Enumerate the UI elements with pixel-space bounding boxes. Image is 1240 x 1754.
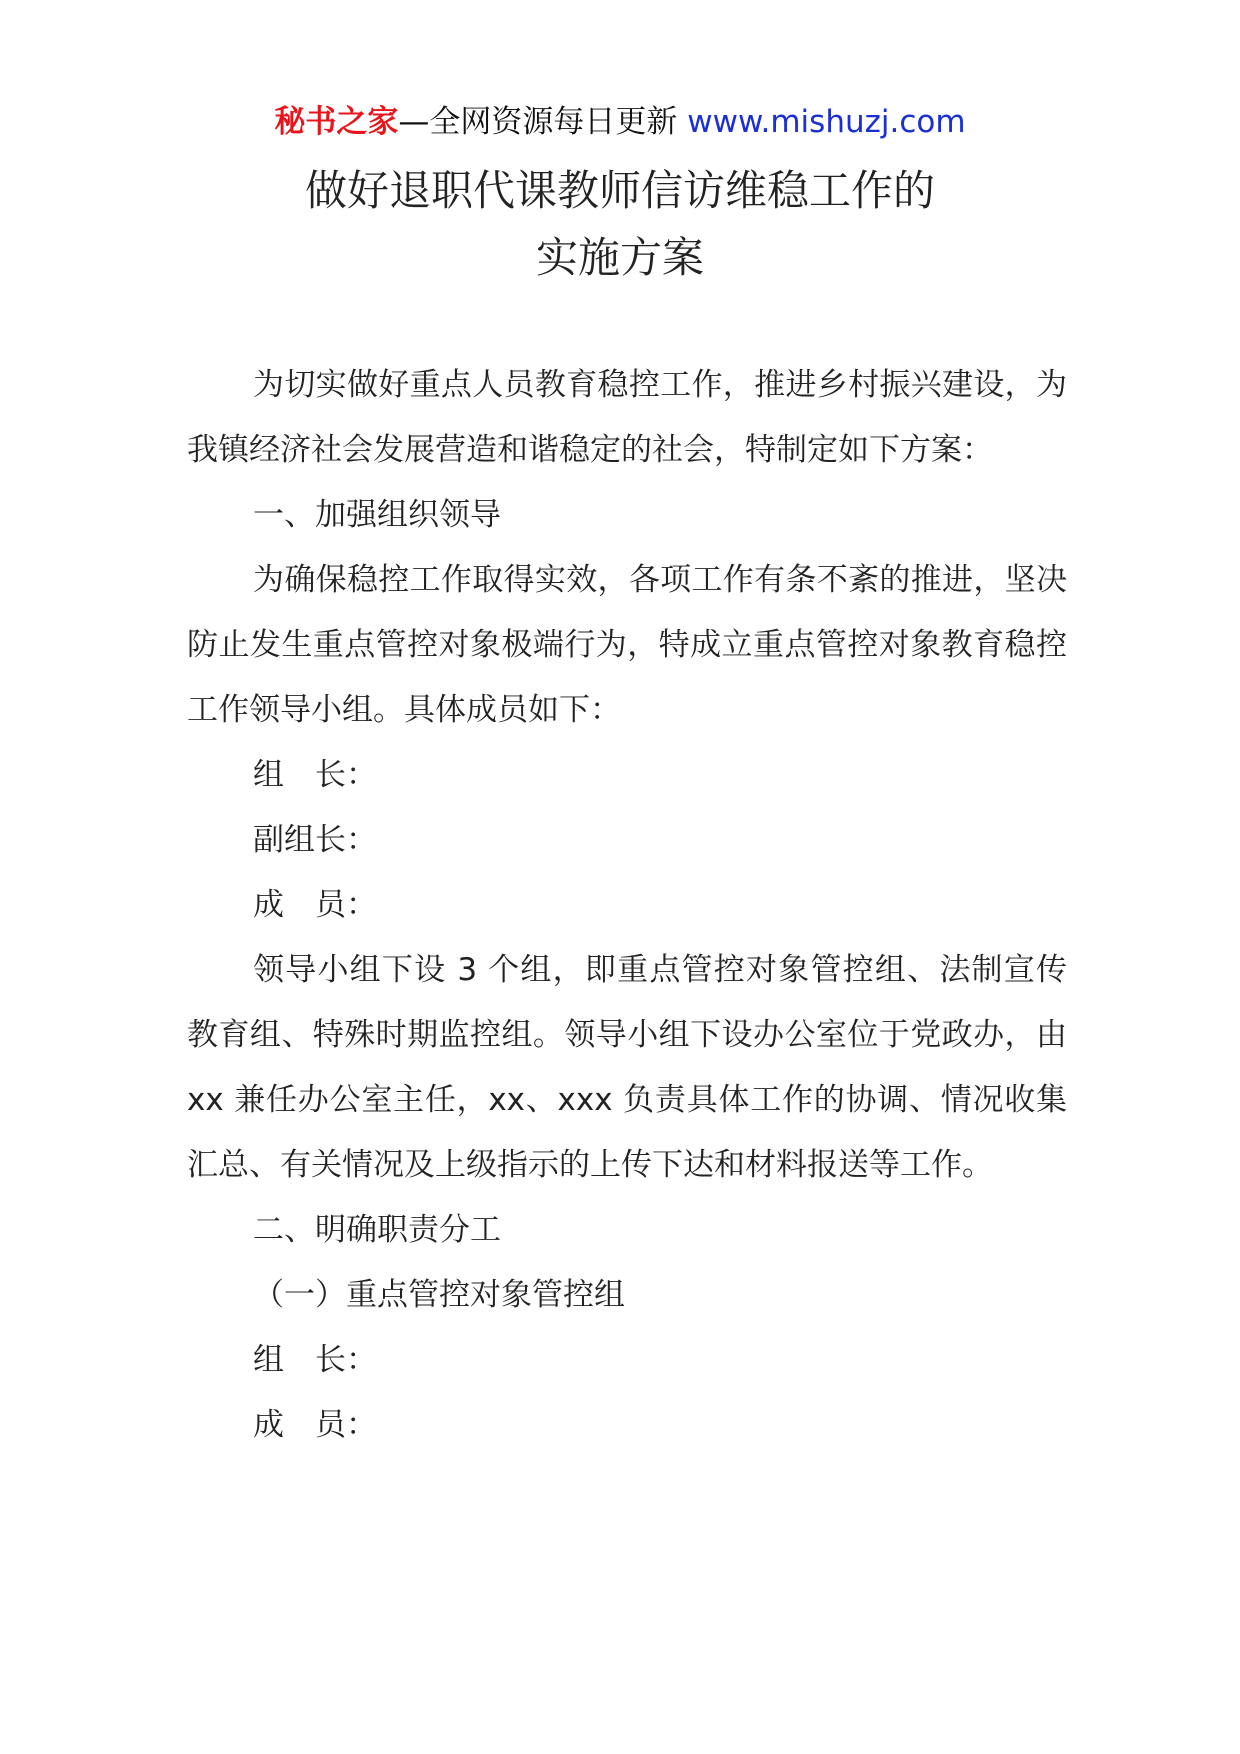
subsection-member-label: 成 员： [253, 1407, 377, 1443]
document-body [187, 353, 1067, 1458]
site-header [0, 100, 1240, 144]
deputy-leader-label: 副组长： [253, 822, 377, 858]
document-title-line-1: 做好退职代课教师信访维稳工作的 [304, 166, 935, 215]
section-1-paragraph: 为确保稳控工作取得实效，各项工作有条不紊的推进，坚决防止发生重点管控对象极端行为，特成立重点管控对象教育稳控工作领导小组。具体成员如下： [187, 562, 1067, 728]
member-label: 成 员： [253, 887, 377, 923]
leader-label: 组 长： [253, 757, 377, 793]
subsection-leader-label: 组 长： [253, 1342, 377, 1378]
site-url-link[interactable]: www.mishuzj.com [687, 104, 966, 140]
subsection-1-heading: （一）重点管控对象管控组 [253, 1277, 625, 1313]
section-1-heading: 一、加强组织领导 [253, 497, 501, 533]
brand-name: 秘书之家 [274, 104, 399, 140]
header-tagline: —全网资源每日更新 [398, 104, 678, 140]
intro-paragraph: 为切实做好重点人员教育稳控工作，推进乡村振兴建设，为我镇经济社会发展营造和谐稳定的社会，特制定如下方案： [187, 367, 1067, 468]
section-2-heading: 二、明确职责分工 [253, 1212, 501, 1248]
groups-paragraph: 领导小组下设 3 个组，即重点管控对象管控组、法制宣传教育组、特殊时期监控组。领导小组下设办公室位于党政办，由 xx 兼任办公室主任，xx、xxx 负责具体工作的协调、情况收集汇总、有关情况及上级指示的上传下达和材料报送等工作。 [187, 952, 1067, 1183]
document-title-line-2: 实施方案 [535, 233, 704, 282]
